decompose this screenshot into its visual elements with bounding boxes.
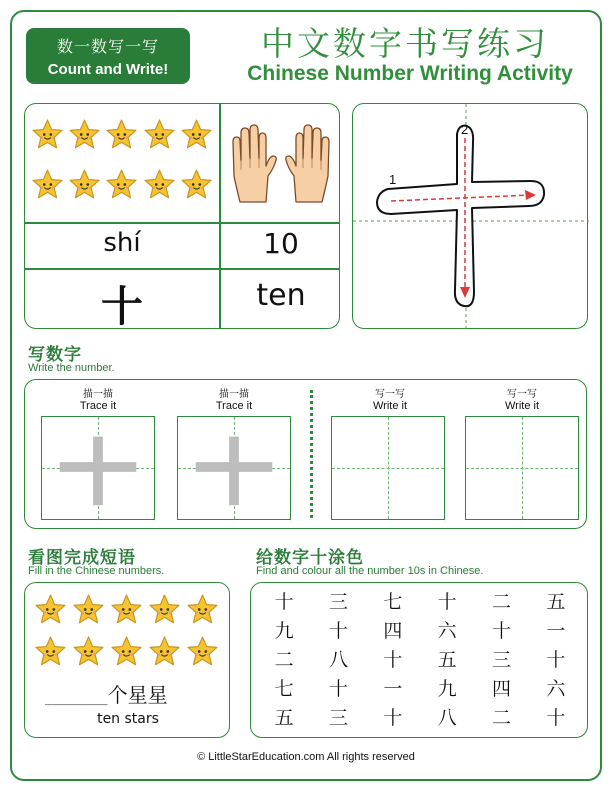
colour-grid-box — [250, 582, 588, 738]
card-divider-2 — [25, 268, 340, 270]
grid-character[interactable]: 八 — [328, 649, 348, 671]
grid-character[interactable]: 七 — [274, 678, 294, 700]
star-icon — [34, 593, 67, 626]
grid-character[interactable]: 三 — [491, 649, 511, 671]
star-icon — [34, 635, 67, 668]
grid-character[interactable]: 三 — [328, 591, 348, 613]
grid-character[interactable]: 十 — [328, 678, 348, 700]
grid-character[interactable]: 十 — [546, 649, 566, 671]
grid-character[interactable]: 二 — [491, 707, 511, 729]
grid-character[interactable]: 二 — [274, 649, 294, 671]
colour-section-subtitle: Find and colour all the number 10s in Chinese. — [256, 565, 484, 577]
grid-character[interactable]: 三 — [328, 707, 348, 729]
grid-character[interactable]: 六 — [437, 620, 457, 642]
star-icon — [148, 635, 181, 668]
grid-character[interactable]: 四 — [491, 678, 511, 700]
chinese-character: 十 — [100, 282, 143, 329]
grid-character[interactable]: 十 — [437, 591, 457, 613]
fill-section-title: 看图完成短语 — [28, 548, 136, 568]
answer-blank[interactable]: ________ — [45, 691, 108, 706]
grid-character[interactable]: 八 — [437, 707, 457, 729]
grid-character[interactable]: 二 — [491, 591, 511, 613]
write-label: 写一写 Write it — [372, 389, 408, 412]
count-and-write-badge — [26, 28, 190, 84]
grid-character[interactable]: 一 — [546, 620, 566, 642]
star-icon — [72, 635, 105, 668]
stroke-label-2: 2 — [461, 122, 469, 137]
star-icon — [110, 635, 143, 668]
phrase-text: 个星星 — [107, 683, 168, 707]
stroke-label-1: 1 — [389, 172, 397, 187]
grid-character[interactable]: 十 — [383, 649, 403, 671]
fill-phrase — [45, 679, 225, 708]
write-section-subtitle: Write the number. — [28, 362, 115, 374]
trace-label: 描一描 Trace it — [215, 389, 253, 412]
character-grid — [257, 589, 583, 732]
star-icon — [148, 593, 181, 626]
grid-character[interactable]: 十 — [328, 620, 348, 642]
colour-section-title: 给数字十涂色 — [256, 548, 364, 568]
grid-character[interactable]: 十 — [491, 620, 511, 642]
trace-square[interactable] — [41, 416, 155, 520]
star-icon — [180, 118, 213, 151]
grid-character[interactable]: 五 — [437, 649, 457, 671]
trace-label: 描一描 Trace it — [79, 389, 117, 412]
copyright-footer: © LittleStarEducation.com All rights reserved — [197, 751, 415, 763]
grid-character[interactable]: 五 — [274, 707, 294, 729]
star-icon — [68, 168, 101, 201]
star-icon — [31, 118, 64, 151]
page-title-chinese: 中文数字书写练习 — [261, 24, 549, 63]
star-icon — [72, 593, 105, 626]
write-section-title: 写数字 — [28, 345, 82, 365]
grid-character[interactable]: 四 — [383, 620, 403, 642]
star-row-1 — [29, 118, 215, 151]
fill-section-subtitle: Fill in the Chinese numbers. — [28, 565, 165, 577]
star-icon — [110, 593, 143, 626]
phrase-english: ten stars — [97, 711, 159, 727]
grid-character[interactable]: 七 — [383, 591, 403, 613]
page-title-english: Chinese Number Writing Activity — [247, 62, 573, 85]
stroke-order-box — [352, 103, 588, 329]
english-word: ten — [256, 278, 306, 313]
star-icon — [143, 168, 176, 201]
write-label: 写一写 Write it — [504, 389, 540, 412]
number-card — [24, 103, 340, 329]
number-digit: 10 — [263, 227, 299, 260]
pinyin-label: shí — [103, 228, 141, 258]
write-square[interactable] — [465, 416, 579, 520]
star-row-1 — [31, 593, 221, 626]
star-icon — [105, 118, 138, 151]
trace-character — [42, 417, 154, 519]
right-hand-icon — [281, 118, 337, 210]
star-icon — [68, 118, 101, 151]
badge-english: Count and Write! — [47, 61, 169, 78]
trace-character — [178, 417, 290, 519]
grid-character[interactable]: 十 — [274, 591, 294, 613]
grid-character[interactable]: 一 — [383, 678, 403, 700]
star-icon — [105, 168, 138, 201]
star-icon — [143, 118, 176, 151]
star-row-2 — [29, 168, 215, 201]
grid-character[interactable]: 九 — [274, 620, 294, 642]
grid-character[interactable]: 六 — [546, 678, 566, 700]
write-square[interactable] — [331, 416, 445, 520]
grid-character[interactable]: 五 — [546, 591, 566, 613]
section-divider — [310, 390, 313, 518]
star-icon — [186, 635, 219, 668]
star-icon — [180, 168, 213, 201]
badge-chinese: 数一数写一写 — [56, 37, 159, 56]
grid-character[interactable]: 十 — [383, 707, 403, 729]
fill-in-box — [24, 582, 230, 738]
stroke-order-diagram — [353, 104, 589, 330]
star-icon — [31, 168, 64, 201]
write-practice-box — [24, 379, 587, 529]
trace-square[interactable] — [177, 416, 291, 520]
star-row-2 — [31, 635, 221, 668]
grid-character[interactable]: 九 — [437, 678, 457, 700]
card-divider-1 — [25, 222, 340, 224]
left-hand-icon — [225, 118, 281, 210]
grid-character[interactable]: 十 — [546, 707, 566, 729]
star-icon — [186, 593, 219, 626]
